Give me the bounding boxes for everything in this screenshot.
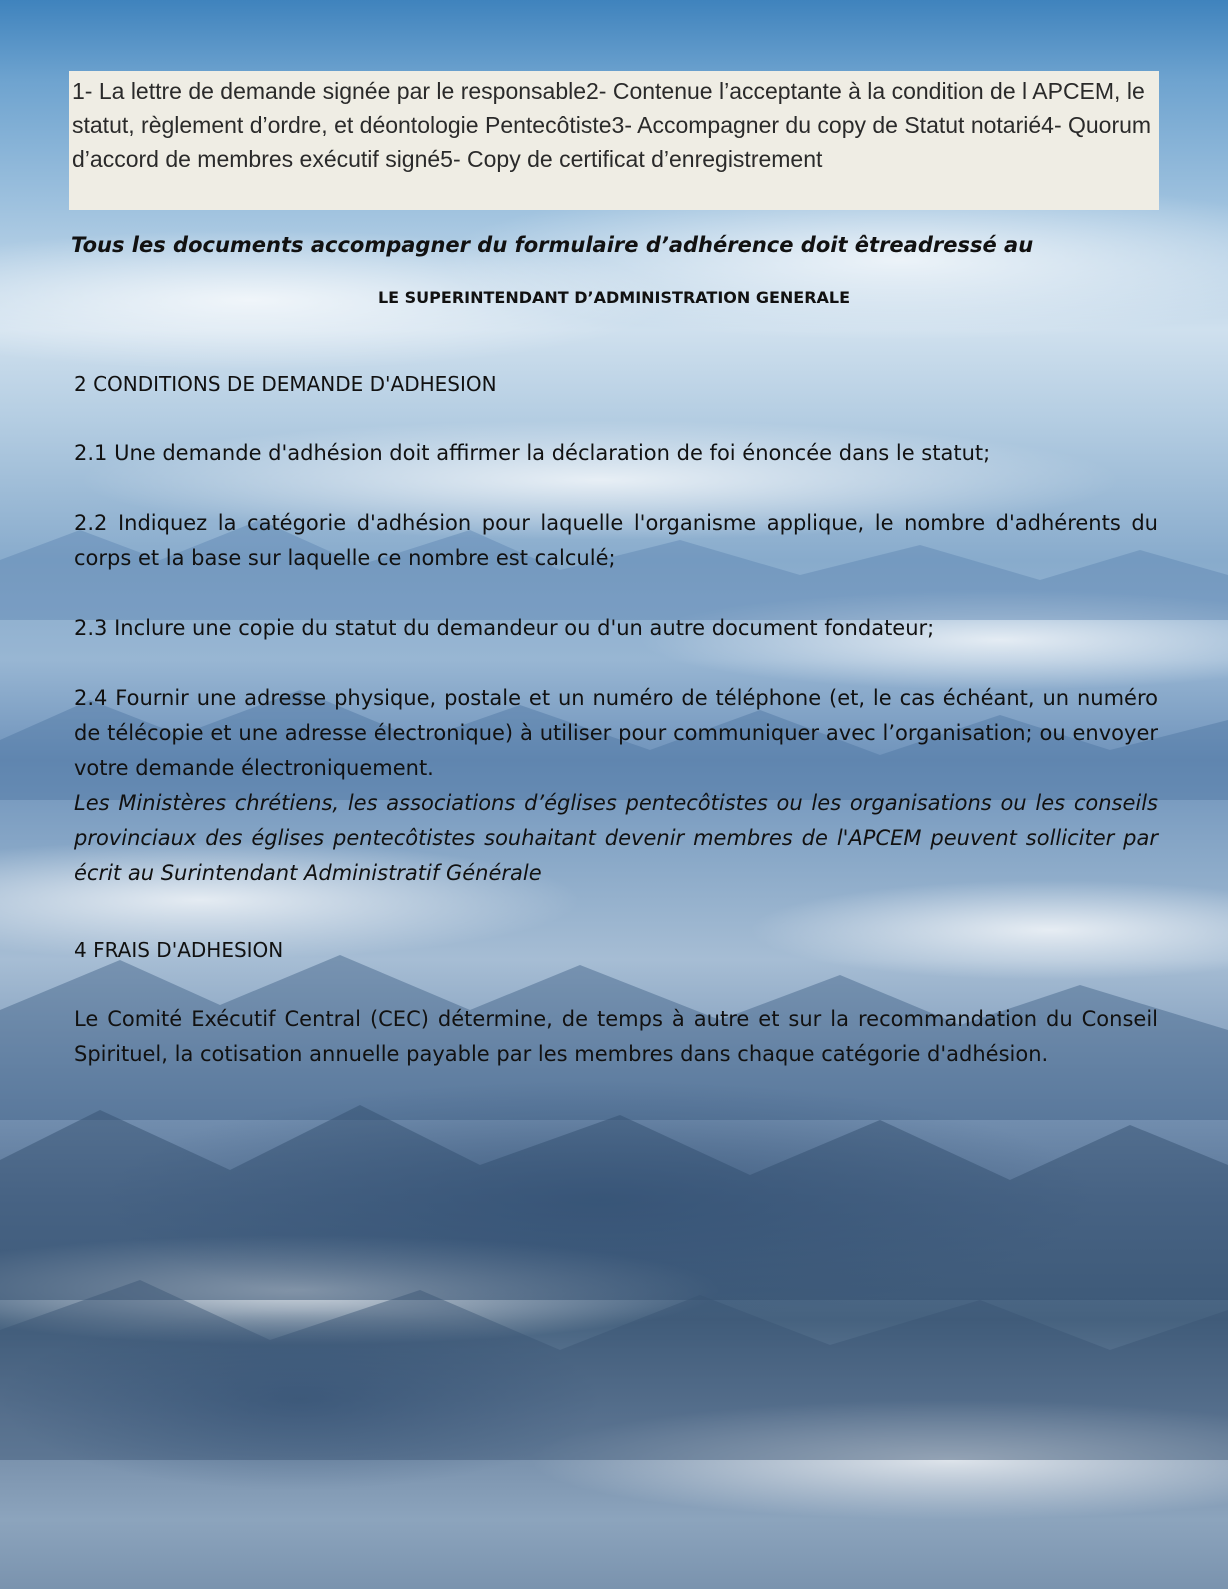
condition-item-2-1: 2.1 Une demande d'adhésion doit affirmer la déclaration de foi énoncée dans le statut; bbox=[74, 441, 991, 465]
membership-note: Les Ministères chrétiens, les associations d’églises pentecôtistes ou les organisations ou les conseils provinciaux des églises pentecôtistes souhaitant devenir membres de l'APCEM peuvent solliciter par écrit au Surintendant Administratif Générale bbox=[74, 791, 1158, 885]
condition-item-2-4: 2.4 Fournir une adresse physique, postale et un numéro de téléphone (et, le cas échéant, un numéro de télécopie et une adresse électronique) à utiliser pour communiquer avec l’organisation; ou envoyer votre demande électroniquement. bbox=[74, 686, 1158, 780]
addressee-title: LE SUPERINTENDANT D’ADMINISTRATION GENERALE bbox=[377, 288, 851, 307]
condition-item-2-2: 2.2 Indiquez la catégorie d'adhésion pour laquelle l'organisme applique, le nombre d'adhérents du corps et la base sur laquelle ce nombre est calculé; bbox=[74, 511, 1158, 570]
requirements-text: 1- La lettre de demande signée par le responsable2- Contenue l’acceptante à la condition de l APCEM, le statut, règlement d’ordre, et déontologie Pentecôtiste3- Accompagner du copy de Statut notarié4- Quorum d’accord de membres exécutif signé5- Copy de certificat d’enregistrement bbox=[72, 78, 1152, 172]
section-heading-conditions: 2 CONDITIONS DE DEMANDE D'ADHESION bbox=[74, 372, 497, 396]
condition-item-2-3: 2.3 Inclure une copie du statut du demandeur ou d'un autre document fondateur; bbox=[74, 616, 935, 640]
requirements-box bbox=[69, 71, 1159, 210]
intro-statement: Tous les documents accompagner du formulaire d’adhérence doit êtreadressé au bbox=[71, 233, 1034, 257]
section-heading-fees: 4 FRAIS D'ADHESION bbox=[74, 938, 284, 962]
fees-paragraph: Le Comité Exécutif Central (CEC) détermine, de temps à autre et sur la recommandation du Conseil Spirituel, la cotisation annuelle payable par les membres dans chaque catégorie d'adhésion. bbox=[74, 1007, 1158, 1066]
